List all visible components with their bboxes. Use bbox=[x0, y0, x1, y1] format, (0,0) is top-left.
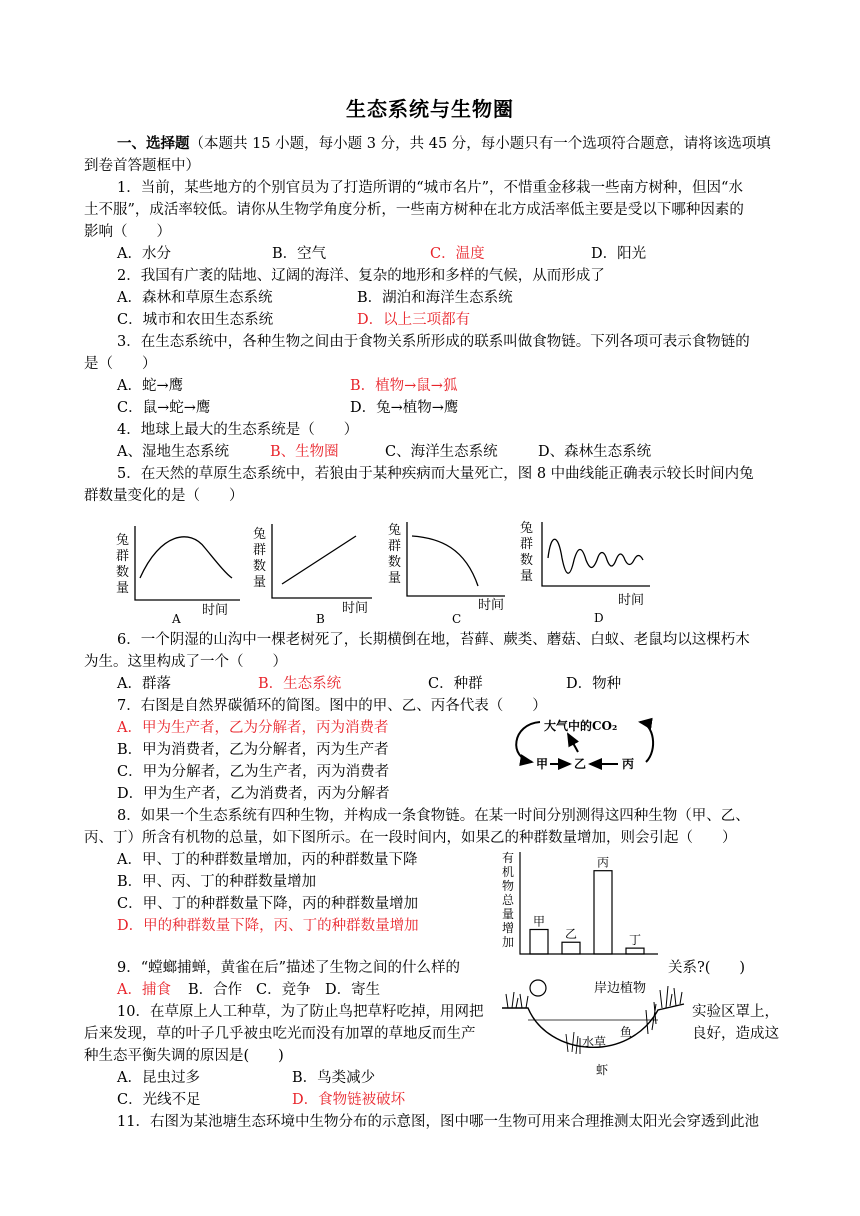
q1-option-b: B．空气 bbox=[272, 246, 327, 262]
graph-a-ylabel-3: 数 bbox=[116, 565, 130, 580]
bar-label-4: 丁 bbox=[629, 933, 642, 948]
graph-b-ylabel-1: 兔 bbox=[253, 527, 267, 542]
q7-option-d: D．甲为生产者，乙为消费者，丙为分解者 bbox=[117, 786, 390, 802]
shrimp-label: 虾 bbox=[596, 1063, 609, 1077]
q3-option-d: D．兔→植物→鹰 bbox=[350, 400, 459, 416]
graph-b bbox=[253, 524, 372, 626]
page-title: 生态系统与生物圈 bbox=[346, 97, 514, 121]
graph-d-ylabel-4: 量 bbox=[520, 569, 534, 584]
q10-stem-2b: 良好，造成这 bbox=[692, 1026, 779, 1042]
graph-d-ylabel-1: 兔 bbox=[520, 521, 534, 536]
q3-stem-1: 3．在生态系统中，各种生物之间由于食物关系所形成的联系叫做食物链。下列各项可表示食物链的 bbox=[117, 334, 750, 350]
q8-stem-1: 8．如果一个生态系统有四种生物，并构成一条食物链。在某一时间分别测得这四种生物（甲、乙、 bbox=[117, 808, 750, 824]
ylabel-char-3: 物 bbox=[502, 879, 515, 893]
graph-c-curve bbox=[412, 536, 478, 586]
graph-b-curve bbox=[282, 536, 356, 584]
q10-option-c: C．光线不足 bbox=[117, 1092, 201, 1108]
sun-icon bbox=[530, 980, 546, 996]
q6-option-c: C．种群 bbox=[428, 676, 483, 692]
graph-d bbox=[520, 521, 650, 625]
graph-b-ylabel-3: 数 bbox=[253, 559, 267, 574]
jia-label: 甲 bbox=[536, 757, 549, 771]
q7-option-b: B．甲为消费者，乙为分解者，丙为生产者 bbox=[117, 742, 389, 758]
bar-marks bbox=[530, 856, 644, 954]
q8-option-a: A．甲、丁的种群数量增加，丙的种群数量下降 bbox=[117, 852, 418, 868]
q5-stem-1: 5．在天然的草原生态系统中，若狼由于某种疾病而大量死亡，图 8 中曲线能正确表示较长时间内兔 bbox=[117, 466, 754, 482]
graph-d-ylabel-3: 数 bbox=[520, 553, 534, 568]
q8-stem-2: 丙、丁）所含有机物的总量，如下图所示。在一段时间内，如果乙的种群数量增加，则会引起（ ） bbox=[84, 830, 737, 846]
section-note-2: 到卷首答题框中） bbox=[84, 158, 200, 174]
q5-population-graphs bbox=[110, 518, 690, 626]
graph-c-axes bbox=[407, 522, 505, 596]
q1-stem-1: 1．当前，某些地方的个别官员为了打造所谓的“城市名片”，不惜重金移栽一些南方树种，但因“水 bbox=[117, 180, 743, 196]
q7-option-a-answer: A．甲为生产者，乙为分解者，丙为消费者 bbox=[117, 720, 389, 736]
q1-stem-2: 土不服”，成活率较低。请你从生物学角度分析，一些南方树种在北方成活率低主要是受以下哪种因素的 bbox=[84, 202, 744, 218]
q9-option-b: B．合作 bbox=[188, 982, 243, 998]
graph-c-xlabel: 时间 bbox=[478, 598, 505, 613]
graph-c-ylabel-2: 群 bbox=[388, 539, 402, 554]
q10-option-b: B．鸟类减少 bbox=[292, 1070, 376, 1086]
q10-stem-1b: 实验区罩上， bbox=[692, 1004, 779, 1020]
q9-option-d: D．寄生 bbox=[325, 982, 381, 998]
q6-option-d: D．物种 bbox=[566, 676, 622, 692]
fish-label: 鱼 bbox=[620, 1025, 633, 1039]
water-grass-label: 水草 bbox=[582, 1035, 607, 1049]
carbon-cycle-diagram bbox=[508, 710, 658, 778]
graph-c-label: C bbox=[452, 612, 462, 626]
q1-option-d: D．阳光 bbox=[591, 246, 647, 262]
section-heading-line bbox=[117, 134, 771, 154]
graph-a-ylabel-1: 兔 bbox=[116, 533, 130, 548]
arrow-yi-to-co2 bbox=[568, 734, 578, 752]
q6-stem-2: 为生。这里构成了一个（ ） bbox=[84, 654, 287, 670]
q1-stem-3: 影响（ ） bbox=[84, 224, 171, 240]
bar-4 bbox=[626, 948, 644, 954]
shore-plants-label: 岸边植物 bbox=[594, 981, 647, 996]
q9-option-a-answer: A．捕食 bbox=[117, 982, 171, 998]
q4-option-a: A、湿地生态系统 bbox=[117, 444, 229, 460]
q6-option-a: A．群落 bbox=[117, 676, 171, 692]
bar-label-2: 乙 bbox=[565, 927, 578, 942]
q2-option-d-answer: D．以上三项都有 bbox=[357, 312, 471, 328]
q8-organic-matter-bar-chart bbox=[498, 848, 668, 958]
graph-d-axes bbox=[542, 522, 650, 586]
bar-2 bbox=[562, 942, 580, 954]
graph-c-ylabel-4: 量 bbox=[388, 571, 402, 586]
bar-label-1: 甲 bbox=[533, 914, 546, 929]
ylabel-char-1: 有 bbox=[502, 851, 515, 865]
arrow-bing-to-co2 bbox=[640, 722, 653, 762]
q1-option-a: A．水分 bbox=[117, 246, 171, 262]
graph-d-xlabel: 时间 bbox=[618, 593, 645, 608]
graph-b-ylabel-4: 量 bbox=[253, 575, 267, 590]
graph-b-axes bbox=[272, 524, 372, 598]
graph-c-ylabel-3: 数 bbox=[388, 555, 402, 570]
ylabel-char-6: 增 bbox=[502, 921, 515, 935]
q4-option-b-answer: B、生物圈 bbox=[270, 444, 339, 460]
bar-3 bbox=[594, 871, 612, 954]
pond-ecosystem-diagram bbox=[498, 974, 688, 1078]
graph-b-label: B bbox=[316, 612, 325, 626]
q3-option-b-answer: B．植物→鼠→狐 bbox=[350, 378, 458, 394]
q10-option-a: A．昆虫过多 bbox=[117, 1070, 200, 1086]
q2-stem: 2．我国有广袤的陆地、辽阔的海洋、复杂的地形和多样的气候，从而形成了 bbox=[117, 268, 605, 284]
q8-option-c: C．甲、丁的种群数量下降，丙的种群数量增加 bbox=[117, 896, 419, 912]
q6-option-b-answer: B．生态系统 bbox=[258, 676, 342, 692]
q3-option-c: C．鼠→蛇→鹰 bbox=[117, 400, 211, 416]
co2-label: 大气中的CO₂ bbox=[544, 719, 618, 733]
yi-label: 乙 bbox=[574, 757, 587, 771]
graph-d-curve bbox=[548, 539, 643, 573]
q7-stem: 7．右图是自然界碳循环的简图。图中的甲、乙、丙各代表（ ） bbox=[117, 698, 547, 714]
q9-stem-tail: 关系?( ) bbox=[668, 960, 746, 976]
q3-stem-2: 是（ ） bbox=[84, 356, 157, 372]
q10-stem-2a: 后来发现，草的叶子几乎被虫吃光而没有加罩的草地反而生产 bbox=[84, 1026, 476, 1042]
q4-option-d: D、森林生态系统 bbox=[538, 444, 652, 460]
graph-b-ylabel-2: 群 bbox=[253, 543, 267, 558]
q10-option-d-answer: D．食物链被破坏 bbox=[292, 1092, 406, 1108]
arrow-co2-to-jia bbox=[516, 722, 540, 762]
q2-option-a: A．森林和草原生态系统 bbox=[117, 290, 273, 306]
q7-option-c: C．甲为分解者，乙为生产者，丙为消费者 bbox=[117, 764, 390, 780]
graph-a-xlabel: 时间 bbox=[202, 603, 229, 618]
q10-stem-1a: 10．在草原上人工种草，为了防止鸟把草籽吃掉，用网把 bbox=[117, 1004, 484, 1020]
q5-stem-2: 群数量变化的是（ ） bbox=[84, 488, 244, 504]
graph-a bbox=[116, 526, 240, 626]
q9-option-c: C．竞争 bbox=[256, 982, 311, 998]
q9-stem: 9．“螳螂捕蝉，黄雀在后”描述了生物之间的什么样的 bbox=[117, 960, 461, 976]
graph-c bbox=[388, 522, 505, 626]
q1-option-c-answer: C．温度 bbox=[430, 246, 485, 262]
q4-option-c: C、海洋生态系统 bbox=[385, 444, 498, 460]
bar-label-3: 丙 bbox=[597, 855, 610, 870]
graph-d-ylabel-2: 群 bbox=[520, 537, 534, 552]
q8-option-b: B．甲、丙、丁的种群数量增加 bbox=[117, 874, 317, 890]
graph-a-ylabel-2: 群 bbox=[116, 549, 130, 564]
graph-a-label: A bbox=[172, 612, 181, 626]
q3-option-a: A．蛇→鹰 bbox=[117, 378, 184, 394]
bar-1 bbox=[530, 930, 548, 955]
q8-option-d-answer: D．甲的种群数量下降，丙、丁的种群数量增加 bbox=[117, 918, 419, 934]
ylabel-char-4: 总 bbox=[502, 893, 515, 907]
bing-label: 丙 bbox=[622, 757, 635, 771]
bar-chart-ylabel bbox=[502, 851, 515, 949]
ylabel-char-2: 机 bbox=[502, 865, 515, 879]
q2-option-b: B．湖泊和海洋生态系统 bbox=[357, 290, 513, 306]
graph-a-curve bbox=[140, 537, 232, 578]
graph-a-ylabel-4: 量 bbox=[116, 581, 130, 596]
q6-stem-1: 6．一个阴湿的山沟中一棵老树死了，长期横倒在地，苔藓、蕨类、蘑菇、白蚁、老鼠均以这棵朽木 bbox=[117, 632, 750, 648]
q2-option-c: C．城市和农田生态系统 bbox=[117, 312, 274, 328]
q4-stem: 4．地球上最大的生态系统是（ ） bbox=[117, 422, 359, 438]
graph-d-label: D bbox=[594, 611, 604, 625]
section-heading: 一、选择题 bbox=[117, 135, 190, 152]
section-note: （本题共 15 小题，每小题 3 分，共 45 分，每小题只有一个选项符合题意，请将该选项填 bbox=[189, 136, 771, 152]
q11-stem: 11．右图为某池塘生态环境中生物分布的示意图，图中哪一生物可用来合理推测太阳光会穿透到此池 bbox=[117, 1114, 759, 1130]
ylabel-char-7: 加 bbox=[502, 935, 515, 949]
q10-stem-3: 种生态平衡失调的原因是( ) bbox=[84, 1048, 284, 1064]
graph-b-xlabel: 时间 bbox=[342, 601, 369, 616]
graph-c-ylabel-1: 兔 bbox=[388, 523, 402, 538]
ylabel-char-5: 量 bbox=[502, 907, 515, 921]
